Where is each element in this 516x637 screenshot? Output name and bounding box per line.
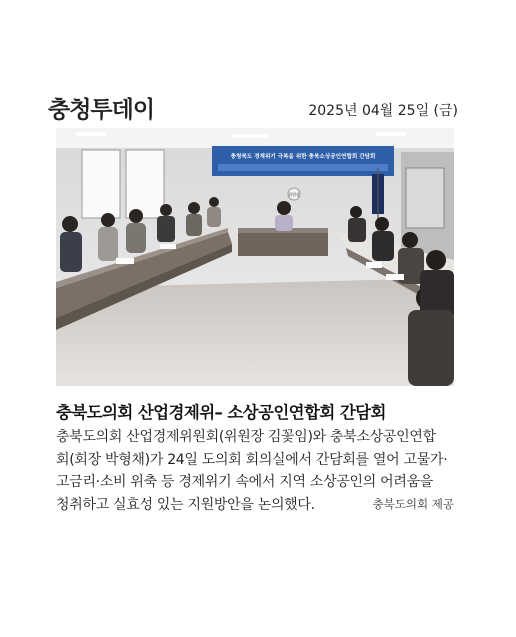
article-body-line: 고금리·소비 위축 등 경제위기 속에서 지역 소상공인의 어려움을 bbox=[56, 474, 434, 490]
banner-title: 충청북도 경제위기 극복을 위한 충북소상공인연합회 간담회 bbox=[230, 154, 376, 160]
masthead-logo: 충청투데이 bbox=[48, 97, 155, 123]
article-headline: 충북도의회 산업경제위– 소상공인연합회 간담회 bbox=[56, 403, 386, 422]
article-body-line: 청취하고 실효성 있는 지원방안을 논의했다. bbox=[56, 496, 315, 513]
banner bbox=[212, 146, 394, 176]
news-photo bbox=[56, 128, 454, 386]
publication-date: 2025년 04월 25일 (금) bbox=[308, 103, 458, 119]
photo-credit: 충북도의회 제공 bbox=[372, 497, 454, 511]
chair-nameplate: 위원장 bbox=[288, 192, 300, 197]
article-body-line: 충북도의회 산업경제위원회(위원장 김꽃임)와 충북소상공인연합 bbox=[56, 429, 436, 445]
article-body-line: 회(회장 박형채)가 24일 도의회 회의실에서 간담회를 열어 고물가· bbox=[56, 451, 448, 468]
